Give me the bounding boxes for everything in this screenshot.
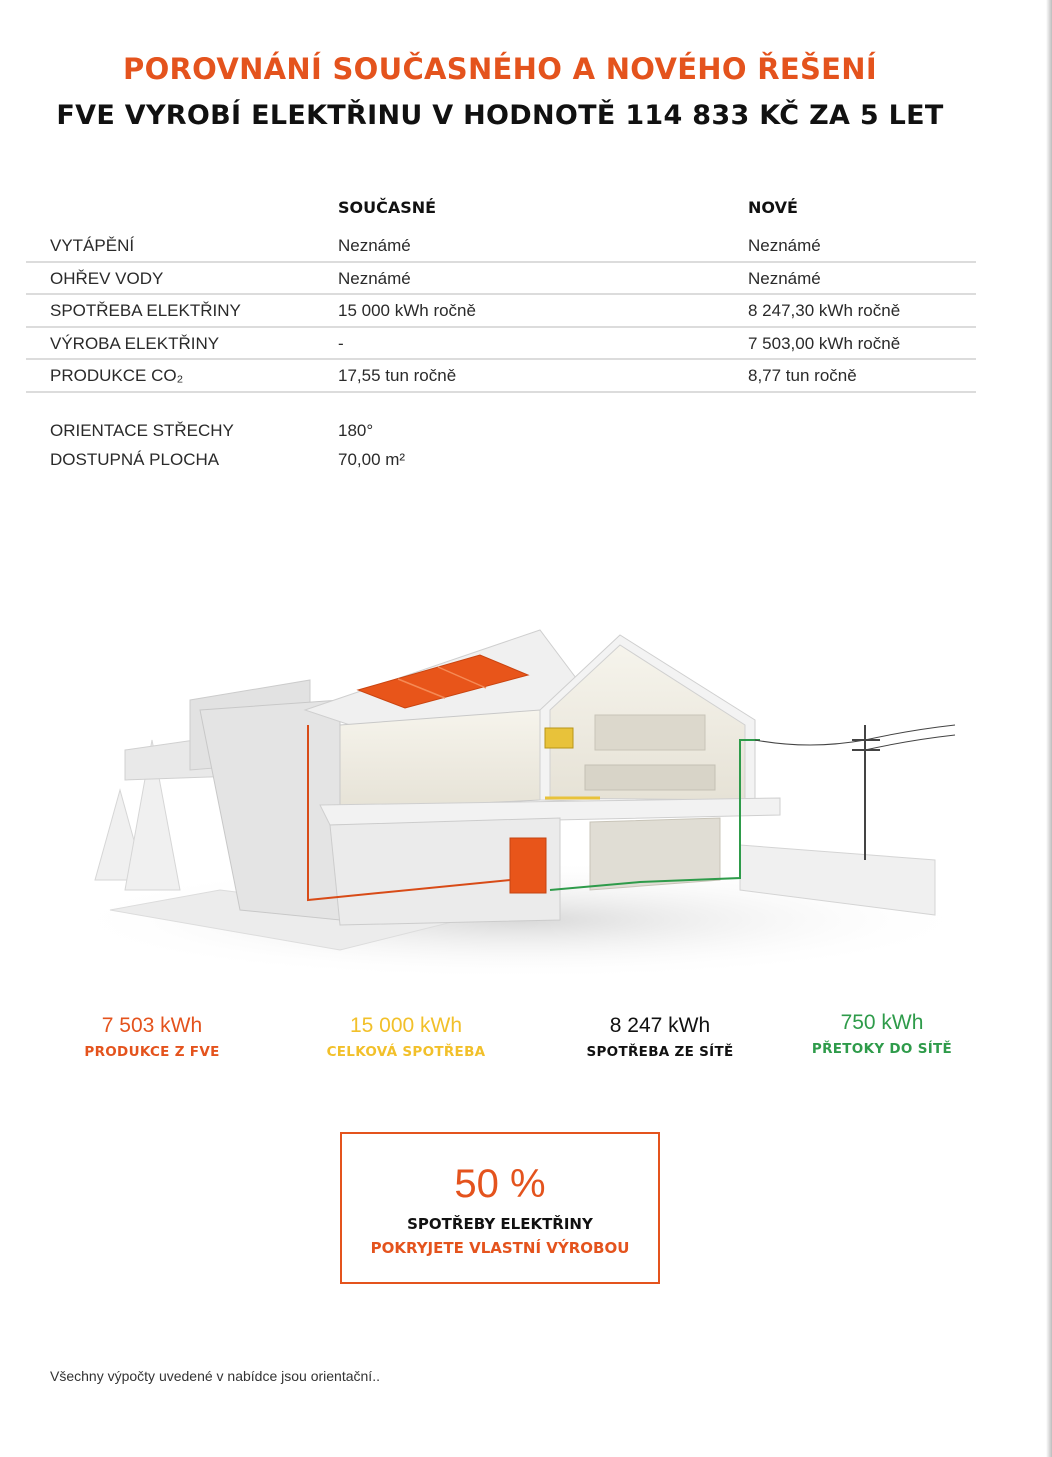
column-header-current: SOUČASNÉ <box>338 198 437 217</box>
summary-line-2: POKRYJETE VLASTNÍ VÝROBOU <box>370 1239 630 1257</box>
table-row <box>26 295 976 328</box>
footnote: Všechny výpočty uvedené v nabídce jsou orientační.. <box>50 1368 380 1384</box>
spec-value-area: 70,00 m² <box>338 450 406 469</box>
stat-grid-consumption <box>530 1014 790 1060</box>
stat-grid-export <box>752 1011 1012 1057</box>
heat-pump-unit <box>510 838 546 893</box>
stat-production-label: PRODUKCE Z FVE <box>84 1044 220 1060</box>
stat-grid-consumption-value: 8 247 kWh <box>609 1014 711 1037</box>
page-edge-shadow <box>1046 0 1052 1457</box>
summary-percent: 50 % <box>454 1162 546 1206</box>
row-new-value: 8,77 tun ročně <box>748 366 857 385</box>
spec-label-area: DOSTUPNÁ PLOCHA <box>50 450 220 469</box>
row-label: VYTÁPĚNÍ <box>50 236 135 255</box>
table-row <box>26 230 976 263</box>
spec-value-orientation: 180° <box>338 421 374 440</box>
row-new-value: 7 503,00 kWh ročně <box>748 333 901 353</box>
stat-total-consumption-value: 15 000 kWh <box>349 1014 463 1037</box>
comparison-table <box>26 230 976 393</box>
kitchen-cabinets <box>595 715 705 750</box>
stat-total-consumption-label: CELKOVÁ SPOTŘEBA <box>326 1044 486 1060</box>
kitchen-counter <box>585 765 715 790</box>
page-subtitle: FVE VYROBÍ ELEKTŘINU V HODNOTĚ 114 833 KČ ZA 5 LET <box>56 100 944 131</box>
row-current-value: Neznámé <box>338 236 411 255</box>
row-label: OHŘEV VODY <box>50 268 164 288</box>
row-new-value: Neznámé <box>748 236 821 255</box>
stat-production-value: 7 503 kWh <box>101 1014 203 1037</box>
table-row <box>26 263 976 296</box>
column-header-new: NOVÉ <box>748 198 798 217</box>
row-current-value: - <box>338 333 344 353</box>
stat-grid-export-label: PŘETOKY DO SÍTĚ <box>811 1041 953 1057</box>
page-title: POROVNÁNÍ SOUČASNÉHO A NOVÉHO ŘEŠENÍ <box>123 52 877 86</box>
stat-production <box>22 1014 282 1060</box>
house-illustration <box>40 560 1020 980</box>
row-current-value: Neznámé <box>338 268 411 288</box>
row-label: VÝROBA ELEKTŘINY <box>50 333 220 353</box>
row-new-value: 8 247,30 kWh ročně <box>748 301 901 320</box>
row-current-value: 17,55 tun ročně <box>338 366 457 385</box>
table-row <box>26 360 976 393</box>
stat-grid-export-value: 750 kWh <box>840 1011 924 1034</box>
bathroom-room <box>340 710 540 810</box>
stat-total-consumption <box>276 1014 536 1060</box>
summary-box <box>340 1132 660 1284</box>
stat-grid-consumption-label: SPOTŘEBA ZE SÍTĚ <box>586 1044 734 1060</box>
row-label: SPOTŘEBA ELEKTŘINY <box>50 301 241 320</box>
picture-frame-icon <box>545 728 573 748</box>
row-current-value: 15 000 kWh ročně <box>338 301 476 320</box>
row-label: PRODUKCE CO₂ <box>50 366 184 385</box>
row-new-value: Neznámé <box>748 268 821 288</box>
spec-label-orientation: ORIENTACE STŘECHY <box>50 421 234 440</box>
table-row <box>26 328 976 361</box>
summary-line-1: SPOTŘEBY ELEKTŘINY <box>407 1215 593 1233</box>
utility-pole-icon <box>755 725 955 860</box>
